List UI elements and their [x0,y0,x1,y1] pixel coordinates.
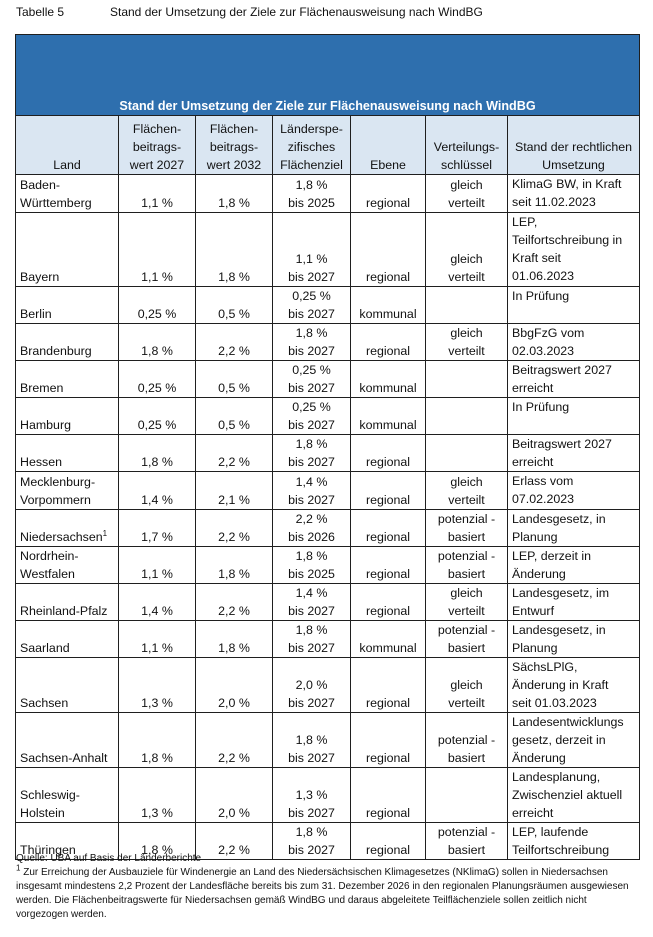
table-row [16,213,640,287]
cell-land: Brandenburg [16,324,119,361]
cell-wert-2027: 1,8 % [119,324,196,361]
cell-wert-2027: 0,25 % [119,398,196,435]
cell-land: Bayern [16,213,119,287]
header-ebene: Ebene [351,116,426,175]
table-row [16,175,640,213]
cell-ebene: regional [351,175,426,213]
footnote [16,863,641,922]
cell-wert-2032: 0,5 % [196,361,273,398]
cell-verteilungsschluessel [426,435,508,472]
cell-ebene: regional [351,823,426,860]
cell-wert-2032: 0,5 % [196,398,273,435]
cell-ebene: regional [351,768,426,823]
footnote-marker: 1 [16,863,21,873]
cell-flaechenziel: 2,0 % bis 2027 [273,658,351,713]
cell-stand: SächsLPlG, Änderung in Kraft seit 01.03.2023 [508,658,640,713]
header-schluessel: Verteilungs- schlüssel [426,116,508,175]
cell-verteilungsschluessel: gleich verteilt [426,213,508,287]
cell-wert-2027: 1,3 % [119,768,196,823]
cell-stand: Beitragswert 2027 erreicht [508,435,640,472]
windbg-table [15,34,640,860]
cell-verteilungsschluessel: gleich verteilt [426,175,508,213]
cell-wert-2032: 2,2 % [196,324,273,361]
table-row [16,472,640,510]
cell-wert-2027: 1,4 % [119,472,196,510]
cell-ebene: regional [351,547,426,584]
cell-stand: LEP, Teilfortschreibung in Kraft seit 01.06.2023 [508,213,640,287]
cell-flaechenziel: 0,25 % bis 2027 [273,398,351,435]
table-body [16,175,640,860]
cell-flaechenziel: 1,8 % bis 2027 [273,435,351,472]
header-ziel: Länderspe- zifisches Flächenziel [273,116,351,175]
table-row [16,324,640,361]
table-number: Tabelle 5 [16,5,65,19]
cell-flaechenziel: 1,8 % bis 2027 [273,324,351,361]
cell-ebene: kommunal [351,398,426,435]
cell-ebene: kommunal [351,621,426,658]
cell-land: Schleswig- Holstein [16,768,119,823]
cell-wert-2032: 2,2 % [196,510,273,547]
table-row [16,621,640,658]
cell-flaechenziel: 1,8 % bis 2027 [273,621,351,658]
cell-wert-2032: 2,2 % [196,584,273,621]
cell-wert-2032: 1,8 % [196,547,273,584]
table-caption [16,5,646,19]
cell-land: Saarland [16,621,119,658]
cell-ebene: regional [351,713,426,768]
source-note: Quelle: UBA auf Basis der Länderberichte [16,853,202,864]
cell-verteilungsschluessel: gleich verteilt [426,472,508,510]
cell-wert-2027: 1,4 % [119,584,196,621]
cell-stand: Landesgesetz, in Planung [508,621,640,658]
cell-wert-2027: 1,1 % [119,621,196,658]
cell-verteilungsschluessel: gleich verteilt [426,324,508,361]
cell-wert-2032: 2,2 % [196,823,273,860]
cell-stand: BbgFzG vom 02.03.2023 [508,324,640,361]
cell-wert-2027: 1,8 % [119,823,196,860]
cell-land: Hamburg [16,398,119,435]
cell-wert-2027: 1,8 % [119,713,196,768]
cell-stand: LEP, laufende Teilfortschreibung [508,823,640,860]
header-row [16,116,640,175]
cell-stand: In Prüfung [508,398,640,435]
cell-stand: Beitragswert 2027 erreicht [508,361,640,398]
table-row [16,768,640,823]
cell-land: Baden- Württemberg [16,175,119,213]
cell-wert-2027: 1,3 % [119,658,196,713]
cell-wert-2032: 1,8 % [196,213,273,287]
cell-flaechenziel: 1,3 % bis 2027 [273,768,351,823]
cell-land: Sachsen [16,658,119,713]
table-row [16,435,640,472]
cell-ebene: kommunal [351,361,426,398]
cell-verteilungsschluessel [426,398,508,435]
cell-land: Sachsen-Anhalt [16,713,119,768]
table-row [16,713,640,768]
cell-stand: In Prüfung [508,287,640,324]
table-row [16,658,640,713]
cell-wert-2032: 2,2 % [196,713,273,768]
cell-flaechenziel: 1,8 % bis 2027 [273,823,351,860]
cell-wert-2027: 1,1 % [119,175,196,213]
cell-flaechenziel: 1,1 % bis 2027 [273,213,351,287]
cell-land: Mecklenburg- Vorpommern [16,472,119,510]
cell-wert-2027: 0,25 % [119,287,196,324]
table-row [16,398,640,435]
cell-wert-2032: 0,5 % [196,287,273,324]
cell-wert-2027: 1,1 % [119,213,196,287]
cell-wert-2032: 2,1 % [196,472,273,510]
cell-ebene: regional [351,658,426,713]
cell-wert-2032: 1,8 % [196,621,273,658]
cell-flaechenziel: 1,8 % bis 2027 [273,713,351,768]
cell-land: Bremen [16,361,119,398]
cell-verteilungsschluessel: gleich verteilt [426,658,508,713]
notes [16,852,641,922]
header-w2027: Flächen- beitrags- wert 2027 [119,116,196,175]
header-land: Land [16,116,119,175]
cell-flaechenziel: 0,25 % bis 2027 [273,287,351,324]
cell-wert-2027: 1,7 % [119,510,196,547]
cell-verteilungsschluessel: potenzial - basiert [426,621,508,658]
cell-ebene: regional [351,435,426,472]
table-banner: Stand der Umsetzung der Ziele zur Flächenausweisung nach WindBG [16,35,640,116]
table-row [16,547,640,584]
table-row [16,510,640,547]
cell-verteilungsschluessel [426,287,508,324]
cell-wert-2027: 0,25 % [119,361,196,398]
cell-flaechenziel: 1,4 % bis 2027 [273,472,351,510]
cell-flaechenziel: 1,4 % bis 2027 [273,584,351,621]
table-caption-title: Stand der Umsetzung der Ziele zur Flächenausweisung nach WindBG [110,5,483,19]
cell-wert-2027: 1,1 % [119,547,196,584]
cell-ebene: regional [351,324,426,361]
header-w2032: Flächen- beitrags- wert 2032 [196,116,273,175]
cell-stand: KlimaG BW, in Kraft seit 11.02.2023 [508,175,640,213]
cell-flaechenziel: 0,25 % bis 2027 [273,361,351,398]
cell-flaechenziel: 1,8 % bis 2025 [273,547,351,584]
header-stand: Stand der rechtlichen Umsetzung [508,116,640,175]
cell-ebene: regional [351,472,426,510]
cell-ebene: kommunal [351,287,426,324]
cell-verteilungsschluessel: potenzial - basiert [426,823,508,860]
cell-flaechenziel: 1,8 % bis 2025 [273,175,351,213]
cell-verteilungsschluessel: gleich verteilt [426,584,508,621]
cell-stand: Landesentwicklungs gesetz, derzeit in Änderung [508,713,640,768]
cell-land: Rheinland-Pfalz [16,584,119,621]
cell-ebene: regional [351,510,426,547]
cell-stand: Landesgesetz, in Planung [508,510,640,547]
cell-land: Niedersachsen$^1$ [16,510,119,547]
cell-verteilungsschluessel: potenzial - basiert [426,547,508,584]
cell-land: Thüringen [16,823,119,860]
cell-verteilungsschluessel: potenzial - basiert [426,510,508,547]
cell-land: Berlin [16,287,119,324]
cell-land: Nordrhein- Westfalen [16,547,119,584]
cell-stand: LEP, derzeit in Änderung [508,547,640,584]
cell-verteilungsschluessel [426,768,508,823]
cell-wert-2032: 1,8 % [196,175,273,213]
cell-wert-2032: 2,2 % [196,435,273,472]
cell-stand: Landesplanung, Zwischenziel aktuell erreicht [508,768,640,823]
cell-verteilungsschluessel [426,361,508,398]
cell-flaechenziel: 2,2 % bis 2026 [273,510,351,547]
cell-wert-2032: 2,0 % [196,768,273,823]
cell-verteilungsschluessel: potenzial - basiert [426,713,508,768]
table-row [16,584,640,621]
cell-ebene: regional [351,213,426,287]
cell-wert-2027: 1,8 % [119,435,196,472]
table-row [16,361,640,398]
cell-stand: Erlass vom 07.02.2023 [508,472,640,510]
footnote-text: Zur Erreichung der Ausbauziele für Windenergie an Land des Niedersächsischen Klimagesetzes (NKlimaG) sollen in Niedersachsen insgesamt mindestens 2,2 Prozent der Landesfläche bereits bis zum 31. Dezember 2026 in den regionalen Planungsräumen ausgewiesen werden. Die Flächenbeitragswerte für Niedersachsen gemäß WindBG und daraus abgeleitete Teilflächenziele sollen zeitlich nicht vorgezogen werden. [16,867,629,920]
cell-stand: Landesgesetz, im Entwurf [508,584,640,621]
table-row [16,287,640,324]
cell-ebene: regional [351,584,426,621]
footnote-ref: 1 [102,528,108,538]
cell-wert-2032: 2,0 % [196,658,273,713]
cell-land: Hessen [16,435,119,472]
